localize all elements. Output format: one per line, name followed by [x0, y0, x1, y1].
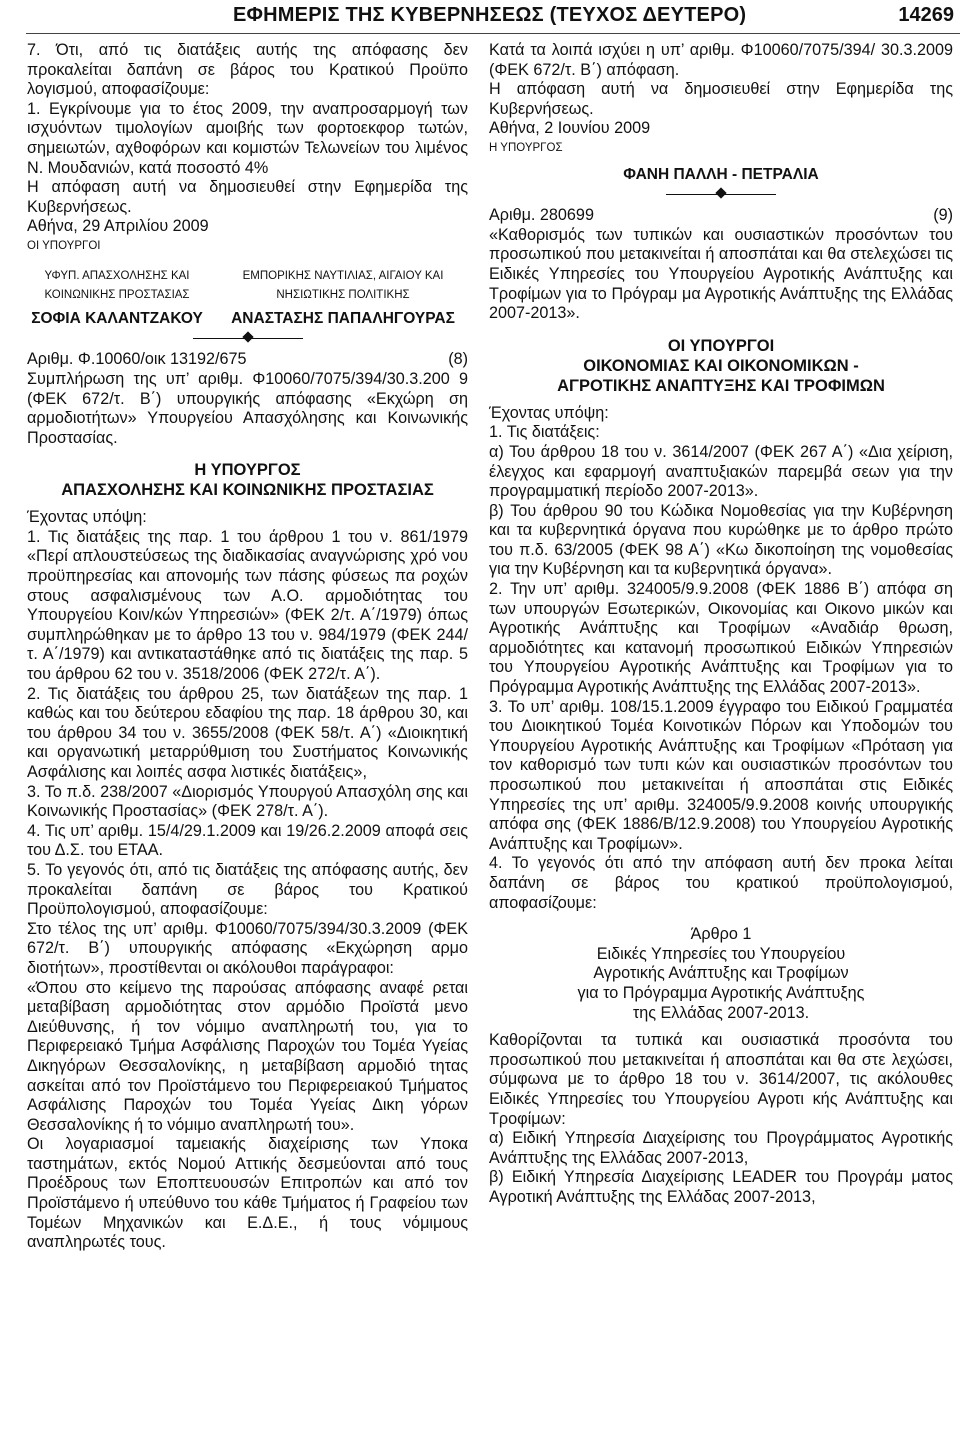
ministers-heading: ΟΙ ΥΠΟΥΡΓΟΙ: [667, 336, 775, 355]
paragraph: 3. Το π.δ. 238/2007 «Διορισμός Υπουργού Απασχόλη σης και Κοινωνικής Προστασίας» (ΦΕΚ 278/τ. Α΄).: [27, 782, 468, 821]
paragraph: Κατά τα λοιπά ισχύει η υπ’ αριθμ. Φ10060/7075/394/ 30.3.2009 (ΦΕΚ 672/τ. Β΄) απόφαση.: [489, 41, 953, 79]
decision-title: Συμπλήρωση της υπ’ αριθμ. Φ10060/7075/394/30.3.200 9 (ΦΕΚ 672/τ. Β΄) υπουργικής απόφασης «Εκχώρη ση αρμοδιοτήτων» Υπουργείου Απασχόλησης και Κοινωνικής Προστασίας.: [27, 369, 468, 447]
minister-heading: Η ΥΠΟΥΡΓΟΣ: [194, 461, 301, 480]
paragraph: Η απόφαση αυτή να δημοσιευθεί στην Εφημερίδα της Κυβερνήσεως.: [27, 178, 468, 216]
having-regard: Έχοντας υπόψη:: [489, 403, 609, 422]
decision-header: [27, 350, 468, 370]
page-number: 14269: [898, 4, 954, 26]
paragraph: α) Ειδική Υπηρεσία Διαχείρισης του Προγράμματος Αγροτικής Ανάπτυξης της Ελλάδας 2007-2013,: [489, 1129, 953, 1167]
section-divider: [27, 332, 468, 346]
paragraph: 3. Το υπ’ αριθμ. 108/15.1.2009 έγγραφο του Ειδικού Γραμματέα του Διοικητικού Τομέα Κοινοτικών Πόρων και Υποδομών του Υπουργείου Αγροτικής Ανάπτυξης και Τροφίμων «Πρόταση για τον καθορισμό των τυπι κών και ουσιαστικών προσόντων του προσωπικού που μετακινείται ή αποσπάται στις Ειδικές Υπηρεσίες της υπ’ αριθμ. 324005/9.9.2008 κοινής υπουργικής απόφα σης (ΦΕΚ 1886/Β/12.9.2008) του Υπουργείου Αγροτικής Ανάπτυξης και Τροφίμων».: [489, 697, 953, 853]
section-divider: [489, 188, 953, 202]
page-header: [0, 0, 960, 34]
paragraph: 1. Εγκρίνουμε για το έτος 2009, την αναπροσαρμογή των ισχυόντων τιμολογίων αμοιβής των φορτοεκφορ τωτών, σημειωτών, αχθοφόρων και κομιστών Τελωνείων του λιμένος Ν. Μουδανιών, κατά ποσοστό 4%: [27, 99, 468, 177]
minister-name: ΦΑΝΗ ΠΑΛΛΗ - ΠΕΤΡΑΛΙΑ: [623, 165, 819, 183]
paragraph: β) Του άρθρου 90 του Κώδικα Νομοθεσίας για την Κυβέρνηση και τα κυβερνητικά όργανα που κυρώθηκε με το άρθρο πρώτο του π.δ. 63/2005 (ΦΕΚ 98 Α΄) «Κω δικοποίηση της νομοθεσίας για την Κυβέρνηση και τα κυβερνητικά όργανα».: [489, 501, 953, 579]
having-regard: Έχοντας υπόψη:: [27, 508, 147, 527]
signature-left: [27, 267, 207, 329]
minister-heading: ΑΠΑΣΧΟΛΗΣΗΣ ΚΑΙ ΚΟΙΝΩΝΙΚΗΣ ΠΡΟΣΤΑΣΙΑΣ: [61, 481, 434, 500]
signature-name: ΣΟΦΙΑ ΚΑΛΑΝΤΖΑΚΟΥ: [31, 309, 203, 327]
article-line: Άρθρο 1: [690, 925, 752, 944]
paragraph: α) Του άρθρου 18 του ν. 3614/2007 (ΦΕΚ 267 Α΄) «Δια χείριση, έλεγχος και εφαρμογή αναπτυξιακών παρεμβά σεων για την προγραμματική περίοδο 2007-2013».: [489, 442, 953, 501]
header-rule: [26, 33, 960, 34]
article-line: Αγροτικής Ανάπτυξης και Τροφίμων: [593, 964, 849, 983]
paragraph: β) Ειδική Υπηρεσία Διαχείρισης LEADER του Προγράμ ματος Αγροτική Ανάπτυξης της Ελλάδας 2007-2013,: [489, 1168, 953, 1206]
article-heading: [489, 925, 953, 1023]
signature-title: ΕΜΠΟΡΙΚΗΣ ΝΑΥΤΙΛΙΑΣ, ΑΙΓΑΙΟΥ ΚΑΙ ΝΗΣΙΩΤΙΚΗΣ ΠΟΛΙΤΙΚΗΣ: [242, 269, 444, 302]
decision-seq: (8): [448, 350, 468, 369]
decision-title: «Καθορισμός των τυπικών και ουσιαστικών προσόντων του προσωπικού που μετακινείται ή αποσπάται και θα στελεχώσει τις Ειδικές Υπηρεσίες του Υπουργείου Αγροτικής Ανάπτυξης και Τροφίμων για το Πρόγραμ μα Αγροτικής Ανάπτυξης της Ελλάδας 2007-2013».: [489, 225, 953, 323]
place-date: Αθήνα, 2 Ιουνίου 2009: [489, 119, 651, 138]
article-line: για το Πρόγραμμα Αγροτικής Ανάπτυξης: [577, 983, 865, 1002]
paragraph: Η απόφαση αυτή να δημοσιευθεί στην Εφημερίδα της Κυβερνήσεως.: [489, 80, 953, 118]
signature-name: ΑΝΑΣΤΑΣΗΣ ΠΑΠΑΛΗΓΟΥΡΑΣ: [231, 309, 455, 327]
decision-number: Αριθμ. Φ.10060/οικ 13192/675: [27, 350, 247, 369]
ministers-heading: ΟΙΚΟΝΟΜΙΑΣ ΚΑΙ ΟΙΚΟΝΟΜΙΚΩΝ -: [583, 356, 859, 375]
ministers-heading: ΑΓΡΟΤΙΚΗΣ ΑΝΑΠΤΥΞΗΣ ΚΑΙ ΤΡΟΦΙΜΩΝ: [557, 376, 885, 395]
paragraph: 7. Ότι, από τις διατάξεις αυτής της απόφασης δεν προκαλείται δαπάνη σε βάρος του Κρατικού Προϋπο λογισμού, αποφασίζουμε:: [27, 41, 468, 99]
article-line: Ειδικές Υπηρεσίες του Υπουργείου: [596, 944, 846, 963]
minister-label: Η ΥΠΟΥΡΓΟΣ: [489, 141, 563, 154]
paragraph: Στο τέλος της υπ’ αριθμ. Φ10060/7075/394/30.3.2009 (ΦΕΚ 672/τ. Β΄) υπουργικής απόφασης «Εκχώρηση αρμο διοτήτων», προστίθενται οι ακόλουθοι παράγραφοι:: [27, 919, 468, 977]
decision-seq: (9): [933, 206, 953, 225]
decision-header: [489, 206, 953, 226]
paragraph: 4. Το γεγονός ότι από την απόφαση αυτή δεν προκα λείται δαπάνη σε βάρος του κρατικού προϋπολογισμού, αποφασίζουμε:: [489, 854, 953, 912]
right-column: [489, 41, 953, 1207]
signatures: [27, 267, 468, 329]
ministers-label: ΟΙ ΥΠΟΥΡΓΟΙ: [27, 239, 101, 252]
signature-title: ΥΦΥΠ. ΑΠΑΣΧΟΛΗΣΗΣ ΚΑΙ ΚΟΙΝΩΝΙΚΗΣ ΠΡΟΣΤΑΣΙΑΣ: [44, 269, 190, 302]
place-date: Αθήνα, 29 Απριλίου 2009: [27, 217, 209, 236]
left-column: [27, 41, 468, 1253]
paragraph: 1. Τις διατάξεις:: [489, 423, 600, 442]
article-line: της Ελλάδας 2007-2013.: [632, 1003, 810, 1022]
paragraph: 1. Τις διατάξεις της παρ. 1 του άρθρου 1 του ν. 861/1979 «Περί απλουστεύσεως της διαδικασίας αναγνώρισης χρό νου προϋπηρεσίας και απονομής των πάσης φύσεως πα ροχών στους ασφαλισμένους των Α.Ο. αρμοδιότητας του Υπουργείου Κοιν/κών Υπηρεσιών» (ΦΕΚ 2/τ. Α΄/1979) όπως συμπληρώθηκαν με το άρθρο 13 του ν. 984/1979 (ΦΕΚ 244/τ. Α΄/1979) και αντικαταστάθηκε από τις διατάξεις της παρ. 5 του άρθρου 62 του ν. 3518/2006 (ΦΕΚ 272/τ. Α΄).: [27, 527, 468, 684]
decision-number: Αριθμ. 280699: [489, 206, 594, 225]
paragraph: Οι λογαριασμοί ταμειακής διαχείρισης των Υποκα ταστημάτων, εκτός Νομού Αττικής δεσμεύονται από τους Προέδρους των Επoπτευουσών Επιτροπών και από τον Προϊστάμενο ή υπεύθυνο του κάθε Τμήματος ή Γραφείου των Τομέων Μηχανικών και Ε.Δ.Ε., ή τους νόμιμους αναπληρωτές τους.: [27, 1135, 468, 1252]
paragraph: 4. Τις υπ’ αριθμ. 15/4/29.1.2009 και 19/26.2.2009 αποφά σεις του Δ.Σ. του ΕΤΑΑ.: [27, 821, 468, 860]
paragraph: 2. Την υπ’ αριθμ. 324005/9.9.2008 (ΦΕΚ 1886 Β΄) απόφα ση των υπουργών Εσωτερικών, Οικονομίας και Οικονο μικών και Αγροτικής Ανάπτυξης και Τροφίμων «Αναδιάρ θρωση, αρμοδιότητες και κατανομή προσωπικού Ειδικών Υπηρεσιών του Υπουργείου Αγροτικής Ανάπτυξης και Τροφίμων για το Πρόγραμμα Αγροτικής Ανάπτυξης της Ελλάδας 2007-2013».: [489, 580, 953, 697]
paragraph: 5. Το γεγονός ότι, από τις διατάξεις της απόφασης αυτής, δεν προκαλείται δαπάνη σε βάρος του Κρατικού Προϋπολογισμού, αποφασίζουμε:: [27, 860, 468, 919]
page-title: ΕΦΗΜΕΡΙΣ ΤΗΣ ΚΥΒΕΡΝΗΣΕΩΣ (ΤΕΥΧΟΣ ΔΕΥΤΕΡΟ): [233, 4, 747, 26]
signature-right: [218, 267, 468, 329]
paragraph: Καθορίζονται τα τυπικά και ουσιαστικά προσόντα του προσωπικού που μετακινείται ή αποσπάται και θα στε λεχώσει, σύμφωνα με το άρθρο 18 του ν. 3614/2007, τις ακόλουθες Ειδικές Υπηρεσίες του Υπουργείου Αγροτι κής Ανάπτυξης και Τροφίμων:: [489, 1031, 953, 1128]
paragraph: 2. Τις διατάξεις του άρθρου 25, των διατάξεων της παρ. 1 καθώς και του δεύτερου εδαφίου της παρ. 18 άρθρου 30, και του άρθρου 34 του ν. 3655/2008 (ΦΕΚ 58/τ. Α΄) «Διοικητική και οργανωτική μεταρρύθμιση του Συστήματος Κοινωνικής Ασφάλισης και λοιπές ασφα λιστικές διατάξεις»,: [27, 684, 468, 781]
paragraph: «Όπου στο κείμενο της παρούσας απόφασης αναφέ ρεται μεταβίβαση αρμοδιότητας στον αρμόδιο Προϊστά μενο Διεύθυνσης, ή τον νόμιμο αναπληρωτή του, για το Περιφερειακό Τμήμα Ασφάλισης Παροχών του Τομέα Υγείας Δικηγόρων Θεσσαλονίκης, η μεταβίβαση αρμοδιό τητας ασκείται από τον Προϊστάμενο του Περιφερειακού Τμήματος Ασφάλισης Παροχών του Τομέα Υγείας Δικη γόρων Θεσσαλονίκης ή το νόμιμο αναπληρωτή του».: [27, 978, 468, 1134]
